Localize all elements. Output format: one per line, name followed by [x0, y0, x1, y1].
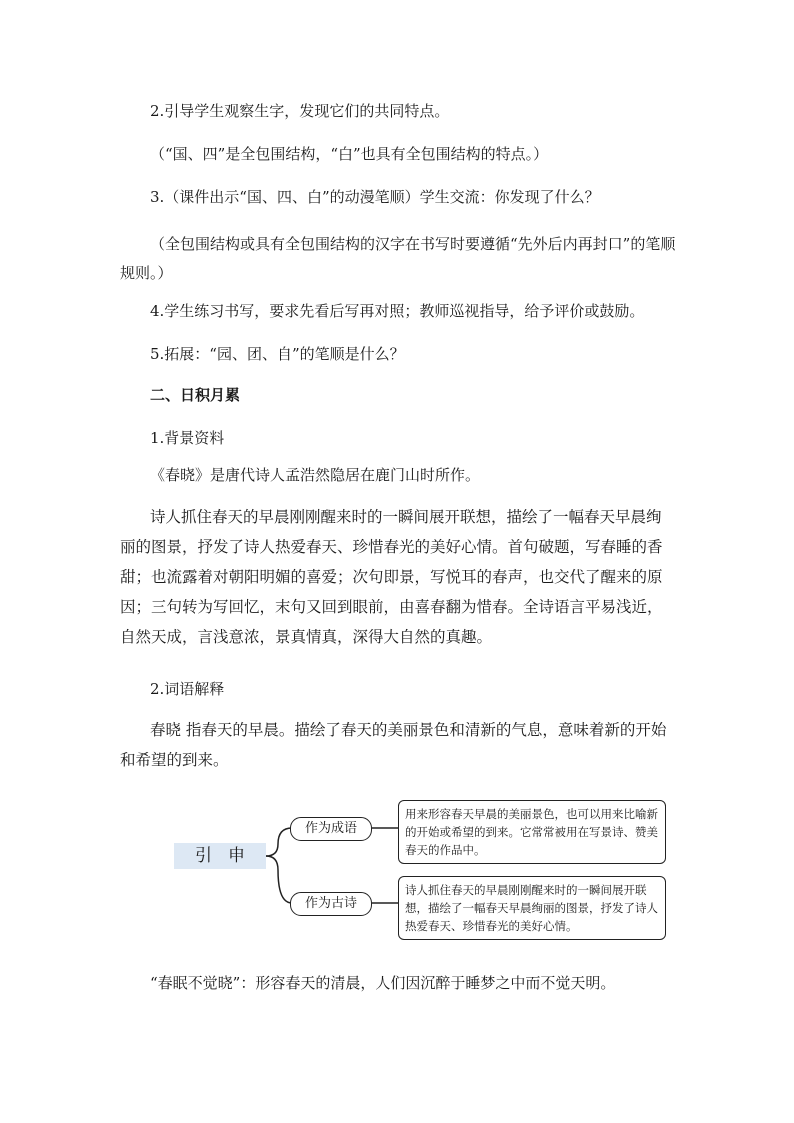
step-3-answer: （全包围结构或具有全包围结构的汉字在书写时要遵循“先外后内再封口”的笔顺规则。） [120, 235, 676, 282]
poem-origin-text: 《春晓》是唐代诗人孟浩然隐居在鹿门山时所作。 [150, 466, 481, 484]
step-2-answer: （“国、四”是全包围结构，“白”也具有全包围结构的特点。） [150, 145, 549, 163]
extension-diagram [170, 798, 680, 940]
section-heading-2: 二、日积月累 [150, 386, 241, 404]
step-3-text: 3.（课件出示“国、四、白”的动漫笔顺）学生交流：你发现了什么？ [150, 188, 600, 206]
phrase-explanation: “春眠不觉晓”：形容春天的清晨，人们因沉醉于睡梦之中而不觉天明。 [150, 974, 616, 992]
subheading-vocabulary: 2.词语解释 [150, 680, 225, 698]
center-node: 引申 [174, 843, 266, 869]
step-4-text: 4.学生练习书写，要求先看后写再对照；教师巡视指导，给予评价或鼓励。 [150, 302, 645, 320]
branch-poem-label: 作为古诗 [290, 892, 372, 916]
branch-idiom-label: 作为成语 [290, 817, 372, 841]
step-2-text: 2.引导学生观察生字，发现它们的共同特点。 [150, 102, 450, 120]
background-paragraph: 诗人抓住春天的早晨刚刚醒来时的一瞬间展开联想，描绘了一幅春天早晨绚丽的图景，抒发了诗人热爱春天、珍惜春光的美好心情。首句破题，写春睡的香甜；也流露着对朝阳明媚的喜爱；次句即景，写悦耳的春声，也交代了醒来的原因；三句转为写回忆，末句又回到眼前，由喜春翻为惜春。全诗语言平易浅近，自然天成，言浅意浓，景真情真，深得大自然的真趣。 [120, 508, 663, 646]
step-5-text: 5.拓展：“园、团、自”的笔顺是什么？ [150, 345, 405, 363]
branch-poem-description: 诗人抓住春天的早晨刚刚醒来时的一瞬间展开联想，描绘了一幅春天早晨绚丽的图景，抒发了诗人热爱春天、珍惜春光的美好心情。 [398, 876, 666, 940]
subheading-background: 1.背景资料 [150, 429, 225, 447]
vocabulary-paragraph: 春晓 指春天的早晨。描绘了春天的美丽景色和清新的气息，意味着新的开始和希望的到来。 [120, 721, 667, 769]
branch-idiom-description: 用来形容春天早晨的美丽景色，也可以用来比喻新的开始或希望的到来。它常常被用在写景诗、赞美春天的作品中。 [398, 800, 666, 864]
